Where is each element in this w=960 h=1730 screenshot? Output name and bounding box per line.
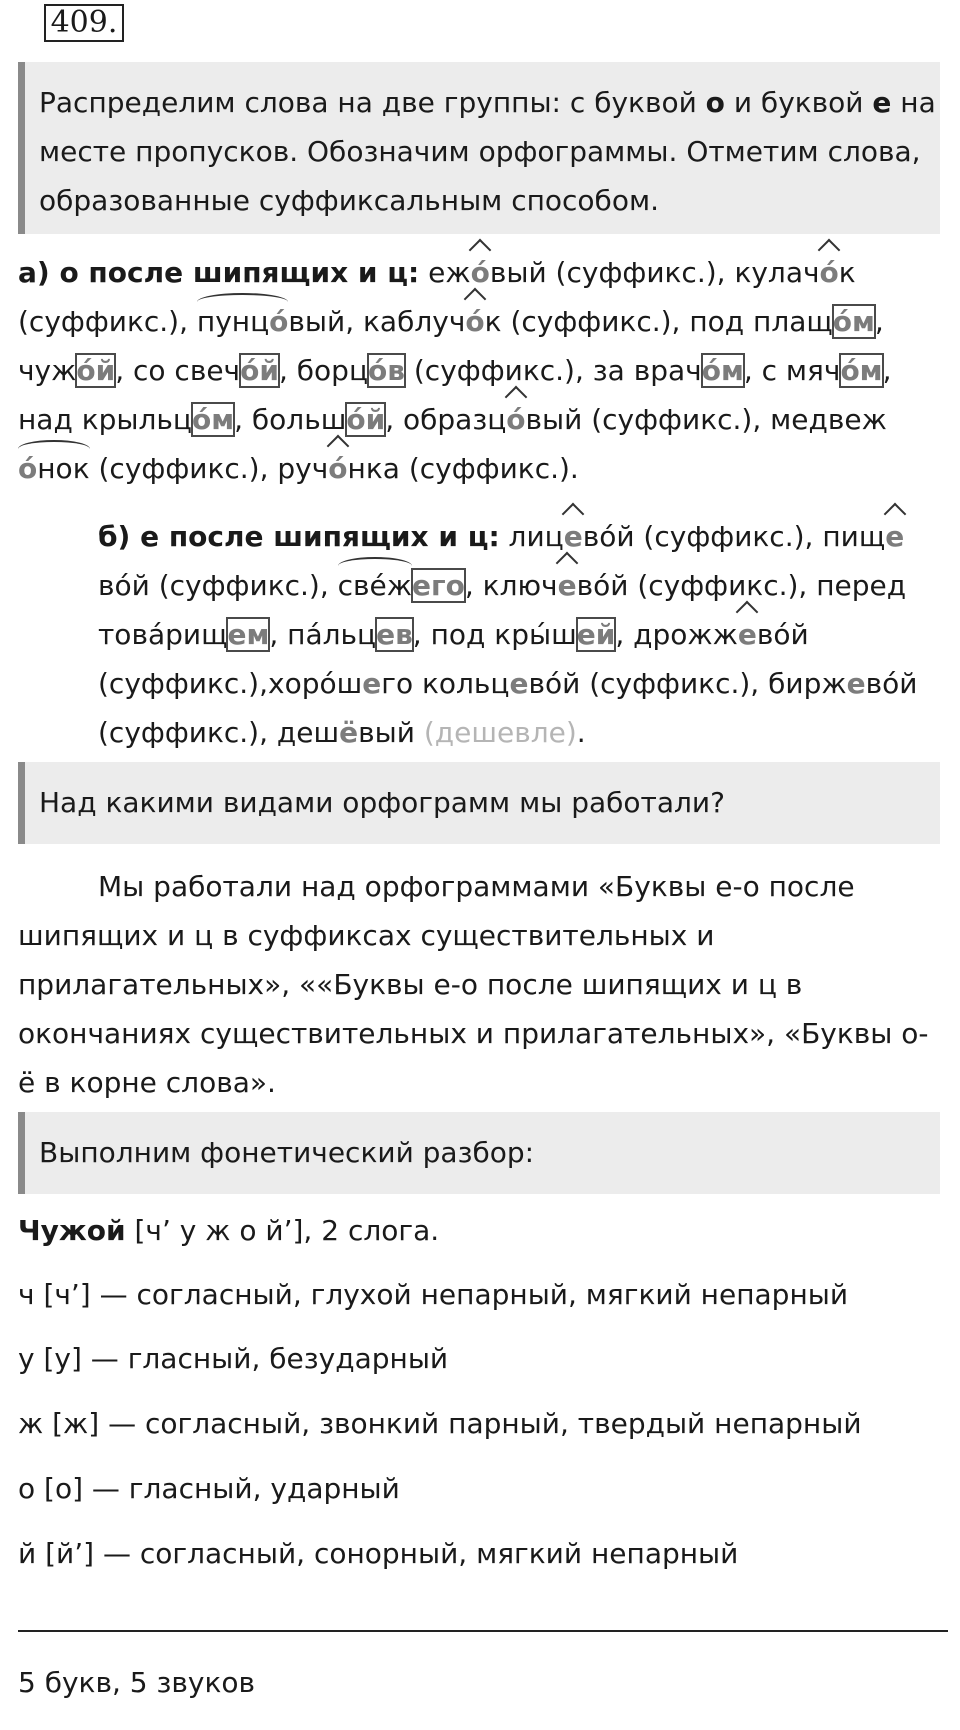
answer-paragraph: Мы работали над орфограммами «Буквы е-о после шипящих и ц в суффиксах существительных и прилагательных», ««Буквы е-о после шипящих и ц в окончаниях существительных и прилагательных», «Буквы о-ё в корне слова». [18, 870, 929, 1099]
group-b-heading: б) е после шипящих и ц: [98, 520, 500, 553]
phoneme-line: й [й’] — согласный, сонорный, мягкий непарный [18, 1537, 739, 1570]
ending-box: ей [576, 618, 616, 651]
ending-box: о́в [368, 354, 405, 387]
root-arc: пунцо́ [197, 297, 289, 346]
phonetic-header: Выполним фонетический разбор: [18, 1112, 940, 1194]
ending-box: о́м [840, 354, 883, 387]
phoneme-line: ж [ж] — согласный, звонкий парный, твердый непарный [18, 1407, 862, 1440]
question-band: Над какими видами орфограмм мы работали? [18, 762, 940, 844]
phonetic-word-line: Чужой [ч’ у ж о й’], 2 слога. [18, 1214, 440, 1247]
phoneme-line: ч [ч’] — согласный, глухой непарный, мягкий непарный [18, 1278, 849, 1311]
group-a-heading: а) о после шипящих и ц: [18, 256, 420, 289]
root-arc: све́ж [338, 561, 412, 610]
suffix-arc: о́нок [18, 444, 90, 493]
group-b-paragraph: б) е после шипящих и ц: лицево́й (суффикс.), пищево́й (суффикс.), све́жего, ключево́й (суффикс.), перед това́рищем, па́льцев, под кры́шей, дрожжево́й (суффикс.),хоро́шего кольцево́й (суффикс.), биржево́й (суффикс.), дешёвый (дешевле). [18, 512, 940, 757]
ending-box: о́м [832, 305, 875, 338]
ending-box: о́м [191, 403, 235, 436]
ending-box: о́м [701, 354, 744, 387]
ending-box: о́й [346, 403, 386, 436]
phoneme-line: у [у] — гласный, безударный [18, 1342, 449, 1375]
phonetic-summary: 5 букв, 5 звуков [18, 1666, 255, 1699]
group-a-paragraph: а) о после шипящих и ц: ежо́вый (суффикс.), кулачо́к (суффикс.), пунцо́вый, каблучо́к (суффикс.), под плащо́м, чужо́й, со свечо́й, борцо́в (суффикс.), за врачо́м, с мячо́м, над крыльцо́м, большо́й, образцо́вый (суффикс.), медвежо́нок (суффикс.), ручо́нка (суффикс.). [18, 248, 940, 493]
task-instruction: Распределим слова на две группы: с буквой о и буквой е на месте пропусков. Обозначим орфограммы. Отметим слова, образованные суффиксальным способом. [18, 62, 940, 234]
ending-box: его [412, 569, 465, 602]
ending-box: ев [376, 618, 413, 651]
ending-box: о́й [76, 354, 116, 387]
ending-box: ем [227, 618, 270, 651]
divider [18, 1630, 948, 1632]
phoneme-line: о [о] — гласный, ударный [18, 1472, 400, 1505]
phonetic-word: Чужой [18, 1214, 126, 1247]
ending-box: о́й [240, 354, 279, 387]
exercise-number: 409. [44, 4, 124, 42]
